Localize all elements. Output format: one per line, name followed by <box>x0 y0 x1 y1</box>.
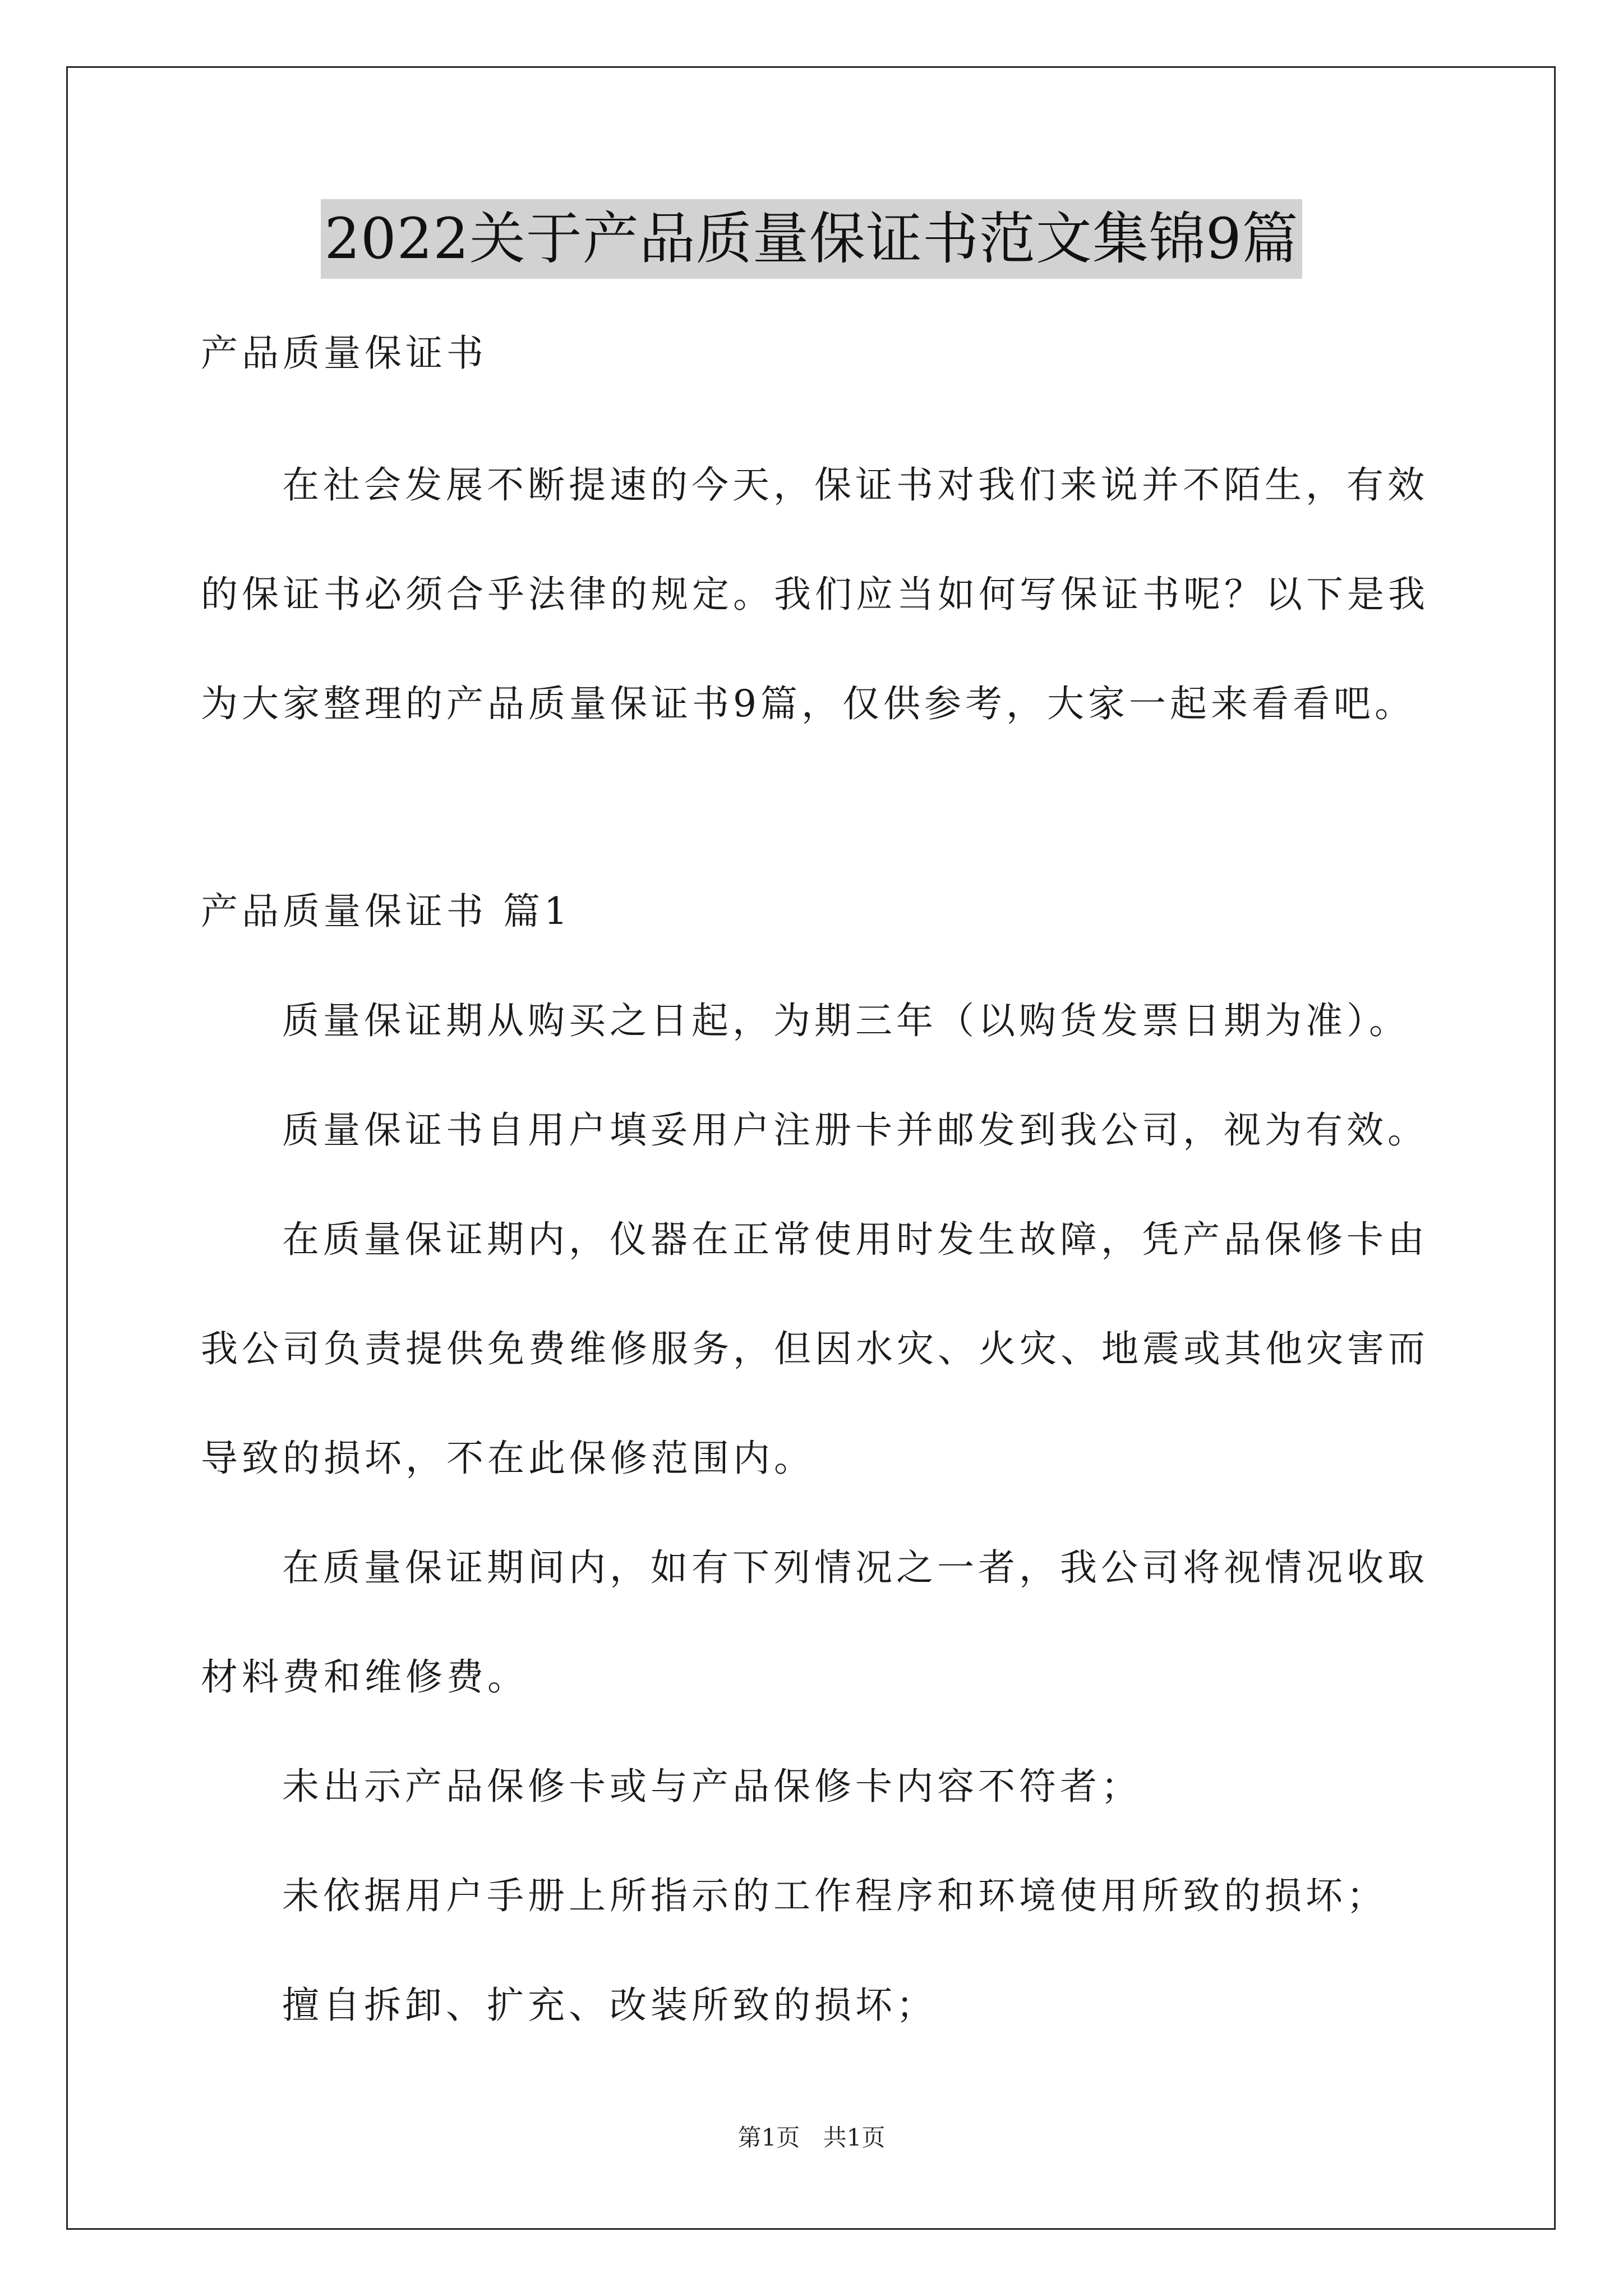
page-total: 共1页 <box>823 2124 886 2151</box>
part-line-4: 我公司负责提供免费维修服务，但因水灾、火灾、地震或其他灾害而 <box>201 1327 1429 1370</box>
part-line-10: 擅自拆卸、扩充、改装所致的损坏； <box>282 1984 937 2027</box>
part-line-7: 材料费和维修费。 <box>201 1655 528 1699</box>
title-container <box>0 199 1623 279</box>
document-title: 2022关于产品质量保证书范文集锦9篇 <box>321 199 1302 279</box>
intro-line-3: 为大家整理的产品质量保证书9篇，仅供参考，大家一起来看看吧。 <box>201 682 1415 725</box>
page-number: 第1页 <box>737 2124 800 2151</box>
part-line-2: 质量保证书自用户填妥用户注册卡并邮发到我公司，视为有效。 <box>282 1108 1428 1152</box>
section-heading: 产品质量保证书 <box>201 332 487 375</box>
part-line-8: 未出示产品保修卡或与产品保修卡内容不符者； <box>282 1765 1142 1808</box>
part-line-1: 质量保证期从购买之日起，为期三年（以购货发票日期为准）。 <box>282 999 1410 1042</box>
intro-line-1: 在社会发展不断提速的今天，保证书对我们来说并不陌生，有效 <box>282 463 1428 507</box>
part-line-6: 在质量保证期间内，如有下列情况之一者，我公司将视情况收取 <box>282 1546 1428 1589</box>
part-line-5: 导致的损坏，不在此保修范围内。 <box>201 1437 815 1480</box>
part-line-3: 在质量保证期内，仪器在正常使用时发生故障，凭产品保修卡由 <box>282 1218 1428 1261</box>
part-heading: 产品质量保证书 篇1 <box>201 890 571 933</box>
page-footer <box>0 2119 1623 2153</box>
part-line-9: 未依据用户手册上所指示的工作程序和环境使用所致的损坏； <box>282 1874 1387 1917</box>
intro-line-2: 的保证书必须合乎法律的规定。我们应当如何写保证书呢？以下是我 <box>201 573 1429 616</box>
